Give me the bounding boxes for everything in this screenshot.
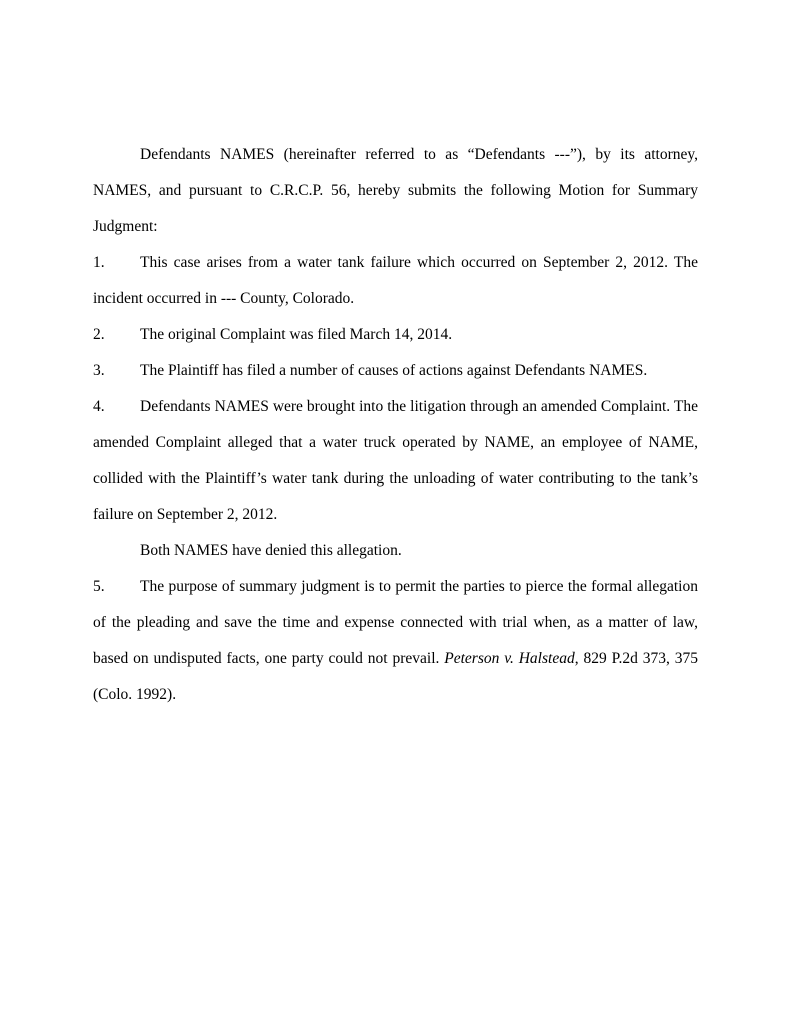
paragraph-number: 2. bbox=[93, 326, 105, 343]
paragraph-text: The original Complaint was filed March 14, 2014. bbox=[140, 326, 453, 343]
paragraph-number: 3. bbox=[93, 362, 105, 379]
paragraph-number: 1. bbox=[93, 254, 105, 271]
motion-body bbox=[93, 137, 698, 713]
paragraph-text: The purpose of summary judgment is to permit the parties to pierce the formal allegation of the pleading and save the time and expense connected with trial when, as a matter of law, based on undisputed facts, one party could not prevail. bbox=[93, 578, 698, 667]
numbered-paragraph-2 bbox=[93, 317, 698, 353]
paragraph-number: 4. bbox=[93, 398, 105, 415]
numbered-paragraph-3 bbox=[93, 353, 698, 389]
paragraph-text: The Plaintiff has filed a number of causes of actions against Defendants NAMES. bbox=[140, 362, 648, 379]
case-citation: Peterson v. Halstead bbox=[444, 650, 575, 667]
numbered-paragraph-1 bbox=[93, 245, 698, 317]
paragraph-text: Defendants NAMES were brought into the litigation through an amended Complaint. The amended Complaint alleged that a water truck operated by NAME, an employee of NAME, collided with the Plaintiff’s water tank during the unloading of water contributing to the tank’s failure on September 2, 2012. bbox=[93, 398, 698, 523]
intro-paragraph: Defendants NAMES (hereinafter referred to as “Defendants ---”), by its attorney, NAMES, and pursuant to C.R.C.P. 56, hereby submits the following Motion for Summary Judgment: bbox=[93, 146, 698, 235]
paragraph-text: This case arises from a water tank failure which occurred on September 2, 2012. The incident occurred in --- County, Colorado. bbox=[93, 254, 698, 307]
denial-paragraph: Both NAMES have denied this allegation. bbox=[140, 542, 402, 559]
paragraph-number: 5. bbox=[93, 578, 105, 595]
numbered-paragraph-4 bbox=[93, 389, 698, 533]
numbered-paragraph-5 bbox=[93, 569, 698, 713]
citation-detail: , 829 P.2d 373, 375 (Colo. 1992). bbox=[93, 650, 699, 703]
